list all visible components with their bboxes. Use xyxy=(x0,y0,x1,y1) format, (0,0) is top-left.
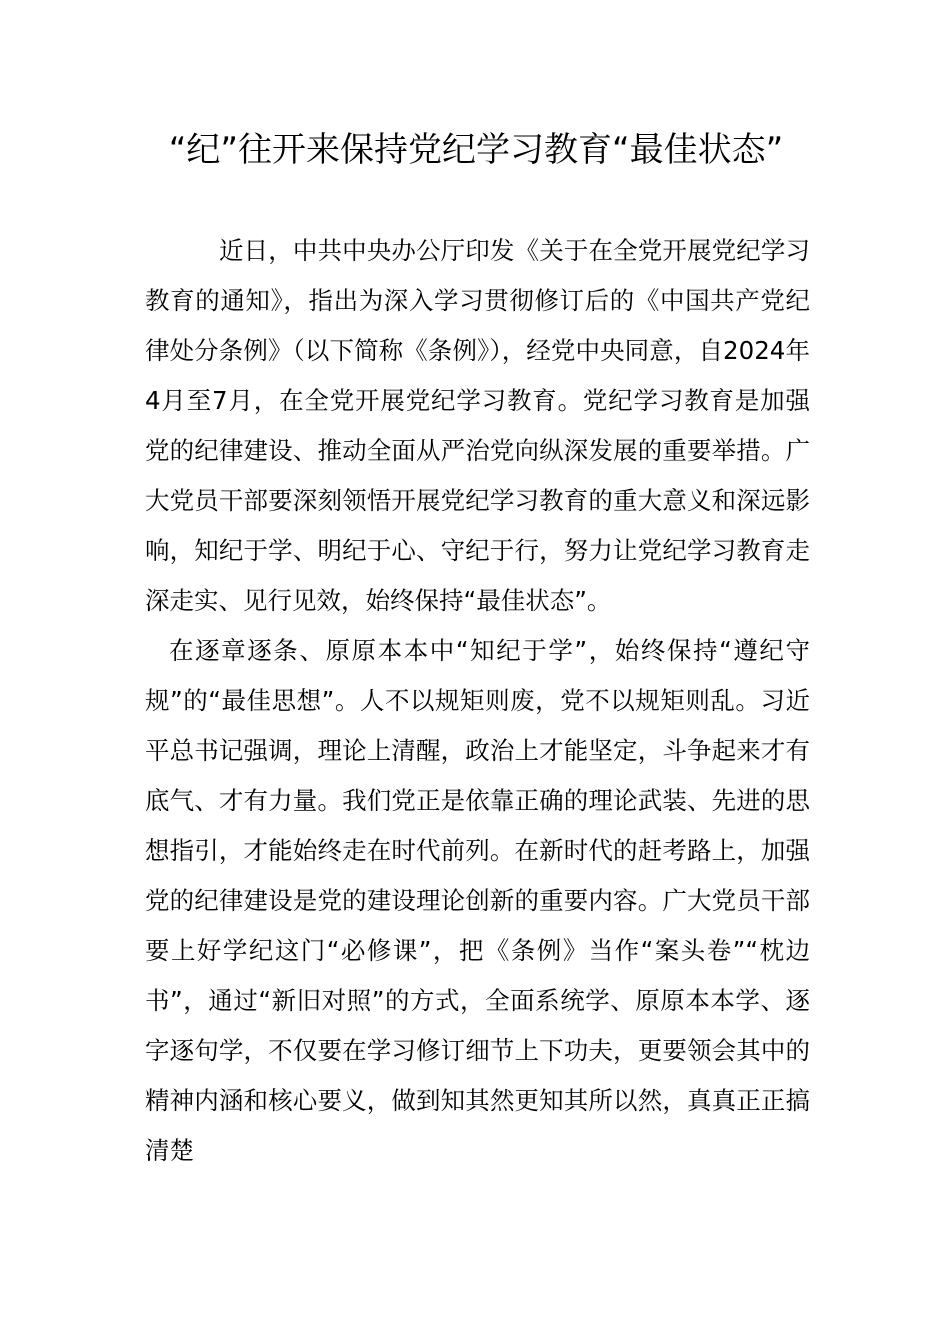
document-title: “纪”往开来保持党纪学习教育“最佳状态” xyxy=(168,130,784,170)
document-body xyxy=(145,226,810,1176)
paragraph-study: 在逐章逐条、原原本本中“知纪于学”，始终保持“遵纪守规”的“最佳思想”。人不以规矩则废，党不以规矩则乱。习近平总书记强调，理论上清醒，政治上才能坚定，斗争起来才有底气、才有力量。我们党正是依靠正确的理论武装、先进的思想指引，才能始终走在时代前列。在新时代的赶考路上，加强党的纪律建设是党的建设理论创新的重要内容。广大党员干部要上好学纪这门“必修课”，把《条例》当作“案头卷”“枕边书”，通过“新旧对照”的方式，全面系统学、原原本本学、逐字逐句学，不仅要在学习修订细节上下功夫，更要领会其中的精神内涵和核心要义，做到知其然更知其所以然，真真正正搞清楚 xyxy=(145,636,810,1165)
paragraph-intro: 近日，中共中央办公厅印发《关于在全党开展党纪学习教育的通知》，指出为深入学习贯彻修订后的《中国共产党纪律处分条例》（以下简称《条例》），经党中央同意，自2024年4月至7月，在全党开展党纪学习教育。党纪学习教育是加强党的纪律建设、推动全面从严治党向纵深发展的重要举措。广大党员干部要深刻领悟开展党纪学习教育的重大意义和深远影响，知纪于学、明纪于心、守纪于行，努力让党纪学习教育走深走实、见行见效，始终保持“最佳状态”。 xyxy=(145,236,810,615)
